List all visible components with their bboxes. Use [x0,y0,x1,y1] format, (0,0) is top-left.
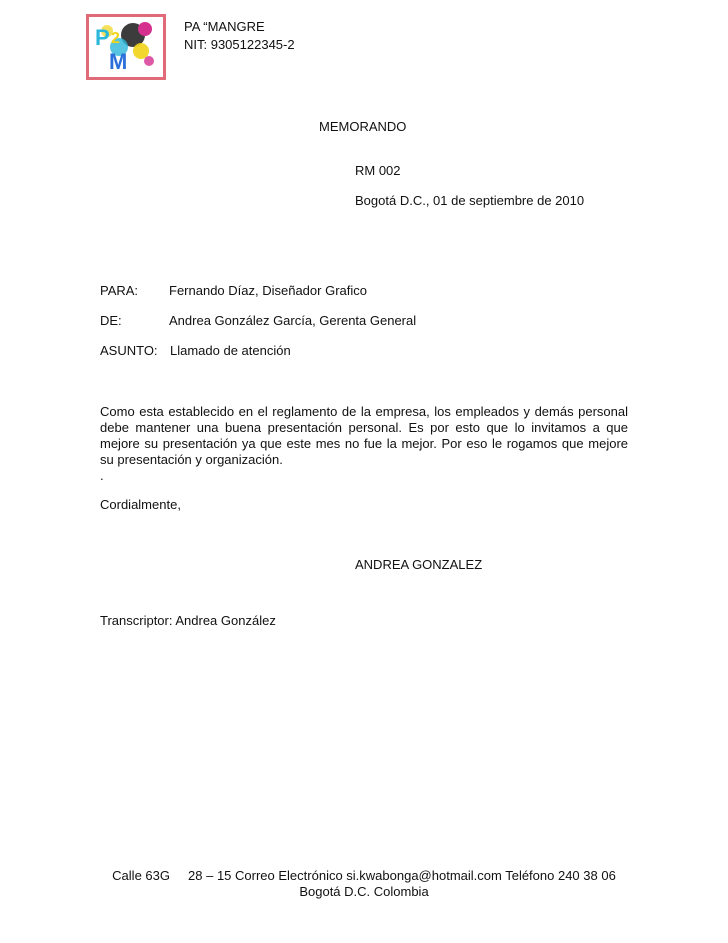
footer-city: Bogotá D.C. Colombia [299,884,429,899]
footer [100,868,628,900]
company-name: PA “MANGRE [184,19,265,34]
company-logo [86,14,166,80]
company-nit: NIT: 9305122345-2 [184,37,295,52]
body-paragraph: Como esta establecido en el reglamento de la empresa, los empleados y demás personal debe mantener una buena presentación personal. Es por esto que lo invitamos a que mejore su presentación ya que este mes no fue la mejor. Por eso le rogamos que mejore su presentación y organización. [100,404,628,467]
doc-ref: RM 002 [355,163,401,178]
logo-graphic [89,17,163,77]
para-label: PARA: [100,283,139,298]
logo-digit-two: 2 [111,30,120,47]
closing-text: Cordialmente, [100,497,181,512]
footer-address: Calle 63G 28 – 15 Correo Electrónico si.kwabonga@hotmail.com Teléfono 240 38 06 [112,868,616,883]
signature-name: ANDREA GONZALEZ [355,557,483,572]
doc-date: Bogotá D.C., 01 de septiembre de 2010 [355,193,585,208]
logo-letter-m: M [109,49,128,74]
de-label: DE: [100,313,122,328]
asunto-value: Llamado de atención [170,343,291,358]
transcriptor-line: Transcriptor: Andrea González [100,613,276,628]
body-dot: . [100,468,104,483]
doc-title: MEMORANDO [319,119,407,134]
para-value: Fernando Díaz, Diseñador Grafico [169,283,367,298]
logo-letter-p: P [95,25,110,50]
asunto-label: ASUNTO: [100,343,158,358]
de-value: Andrea González García, Gerenta General [169,313,417,328]
